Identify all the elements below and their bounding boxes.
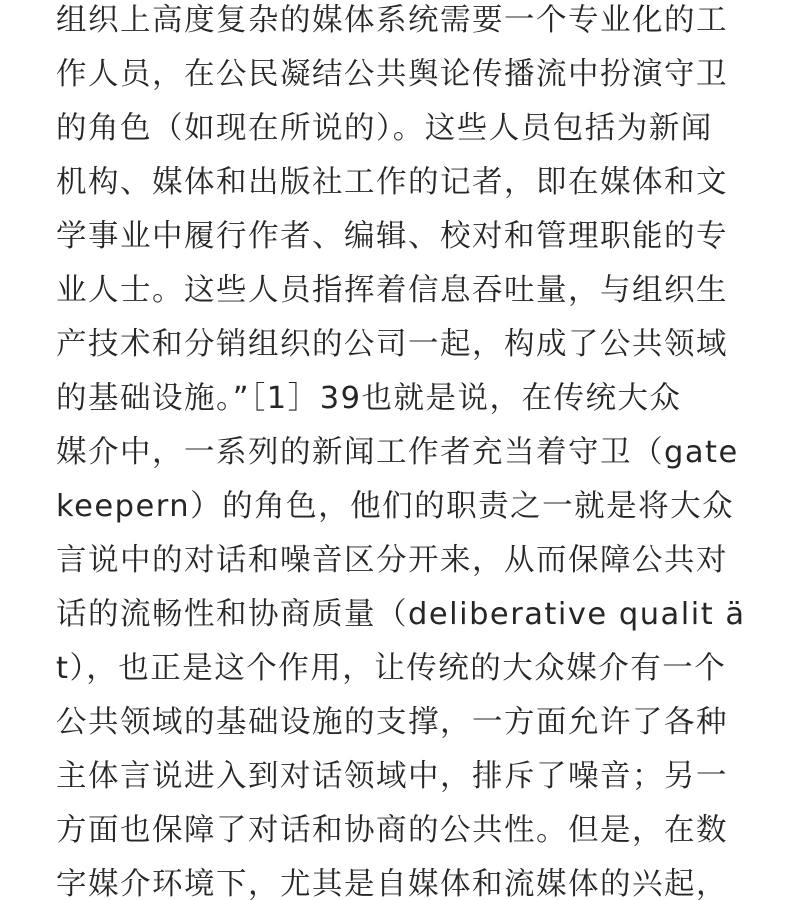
text-line: 的基础设施。”［1］39也就是说，在传统大众 (56, 381, 682, 416)
text-line: 产技术和分销组织的公司一起，构成了公共领域 (56, 327, 728, 362)
text-line: 主体言说进入到对话领域中，排斥了噪音；另一 (56, 759, 728, 794)
text-line: 字媒介环境下，尤其是自媒体和流媒体的兴起， (56, 867, 728, 900)
text-line: 话的流畅性和协商质量（deliberative qualit ä (56, 597, 746, 632)
text-line: 组织上高度复杂的媒体系统需要一个专业化的工 (56, 3, 728, 38)
text-line: 媒介中，一系列的新闻工作者充当着守卫（gate (56, 435, 739, 470)
text-line: 机构、媒体和出版社工作的记者，即在媒体和文 (56, 165, 728, 200)
text-line: 的角色（如现在所说的）。这些人员包括为新闻 (56, 111, 713, 146)
article-body (56, 0, 756, 900)
text-line: 作人员，在公民凝结公共舆论传播流中扮演守卫 (56, 57, 728, 92)
text-line: t），也正是这个作用，让传统的大众媒介有一个 (56, 651, 727, 686)
text-line: keepern）的角色，他们的职责之一就是将大众 (56, 489, 735, 524)
text-line: 学事业中履行作者、编辑、校对和管理职能的专 (56, 219, 728, 254)
text-line: 方面也保障了对话和协商的公共性。但是，在数 (56, 813, 728, 848)
text-line: 言说中的对话和噪音区分开来，从而保障公共对 (56, 543, 728, 578)
text-line: 公共领域的基础设施的支撑，一方面允许了各种 (56, 705, 728, 740)
text-line: 业人士。这些人员指挥着信息吞吐量，与组织生 (56, 273, 728, 308)
